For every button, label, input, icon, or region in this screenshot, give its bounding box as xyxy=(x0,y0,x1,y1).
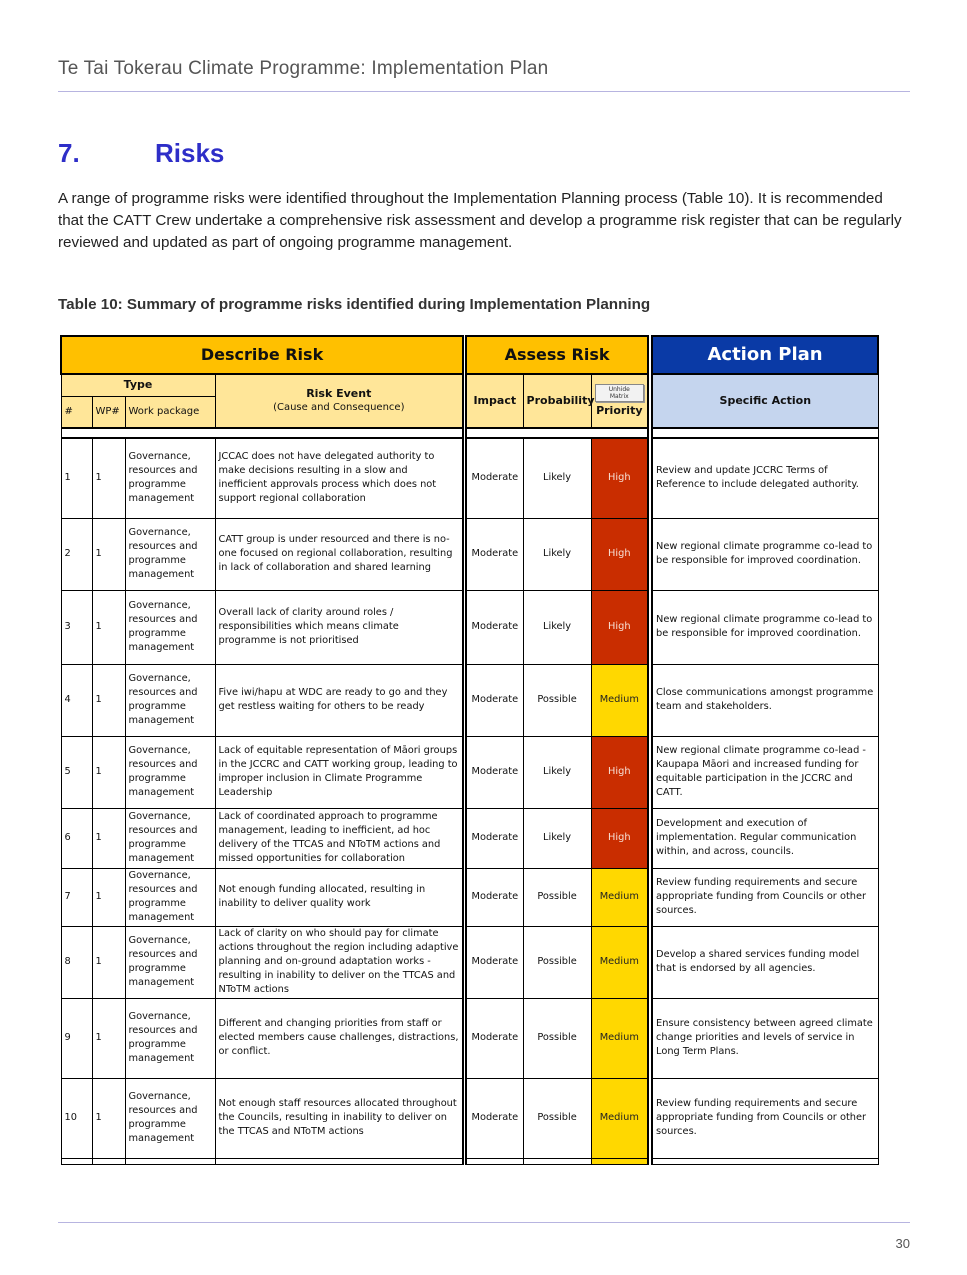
risk-number: 9 xyxy=(61,998,92,1078)
footer-divider xyxy=(58,1222,910,1223)
risk-row xyxy=(61,808,878,868)
unhide-matrix-button[interactable]: Unhide Matrix xyxy=(595,384,645,402)
risk-probability: Likely xyxy=(523,808,591,868)
risk-priority: High xyxy=(591,438,648,518)
risk-row xyxy=(61,926,878,998)
risk-probability: Possible xyxy=(523,998,591,1078)
running-header: Te Tai Tokerau Climate Programme: Implementation Plan xyxy=(58,58,549,79)
risk-event: JCCAC does not have delegated authority to make decisions resulting in a slow and inefficient approvals process which does not support regional collaboration xyxy=(215,438,463,518)
continuation-row xyxy=(61,1158,878,1164)
risk-row xyxy=(61,664,878,736)
risk-priority: Medium xyxy=(591,1078,648,1158)
risk-row xyxy=(61,1078,878,1158)
risk-number: 6 xyxy=(61,808,92,868)
risk-probability: Likely xyxy=(523,518,591,590)
risk-work-package: Governance, resources and programme management xyxy=(125,868,215,926)
risk-wp: 1 xyxy=(92,808,125,868)
risk-priority: Medium xyxy=(591,868,648,926)
risk-number: 1 xyxy=(61,438,92,518)
risk-priority: Medium xyxy=(591,926,648,998)
risk-impact: Moderate xyxy=(466,664,523,736)
page-number: 30 xyxy=(895,1236,910,1251)
risk-work-package: Governance, resources and programme management xyxy=(125,926,215,998)
risk-priority: High xyxy=(591,590,648,664)
risk-probability: Possible xyxy=(523,926,591,998)
specific-action-header: Specific Action xyxy=(652,374,878,428)
risk-row xyxy=(61,438,878,518)
risk-event: Different and changing priorities from staff or elected members cause challenges, distractions, or conflict. xyxy=(215,998,463,1078)
work-package-header: Work package xyxy=(125,396,215,428)
type-header: Type xyxy=(61,374,215,396)
risk-number: 8 xyxy=(61,926,92,998)
risk-rows xyxy=(61,438,878,1164)
priority-label: Priority xyxy=(596,404,643,417)
probability-header: Probability xyxy=(523,374,591,428)
risk-impact: Moderate xyxy=(466,868,523,926)
risk-event: Not enough staff resources allocated throughout the Councils, resulting in inability to deliver on the TTCAS and NToTM actions xyxy=(215,1078,463,1158)
risk-impact: Moderate xyxy=(466,1078,523,1158)
risk-row xyxy=(61,998,878,1078)
risk-event-label: Risk Event xyxy=(306,387,372,400)
risk-impact: Moderate xyxy=(466,808,523,868)
section-number: 7. xyxy=(58,138,80,168)
risk-table xyxy=(60,335,879,1165)
risk-number: 5 xyxy=(61,736,92,808)
impact-header: Impact xyxy=(466,374,523,428)
risk-priority: High xyxy=(591,808,648,868)
risk-priority: Medium xyxy=(591,998,648,1078)
risk-probability: Possible xyxy=(523,664,591,736)
risk-event-header xyxy=(215,374,463,428)
risk-impact: Moderate xyxy=(466,926,523,998)
risk-probability: Possible xyxy=(523,1078,591,1158)
section-heading xyxy=(58,138,224,169)
risk-priority: Medium xyxy=(591,664,648,736)
risk-wp: 1 xyxy=(92,1078,125,1158)
risk-work-package: Governance, resources and programme management xyxy=(125,590,215,664)
risk-wp: 1 xyxy=(92,926,125,998)
risk-number: 3 xyxy=(61,590,92,664)
risk-work-package: Governance, resources and programme management xyxy=(125,736,215,808)
risk-event: CATT group is under resourced and there is no-one focused on regional collaboration, resulting in lack of collaboration and shared learning xyxy=(215,518,463,590)
intro-paragraph: A range of programme risks were identified throughout the Implementation Planning process (Table 10). It is recommended that the CATT Crew undertake a comprehensive risk assessment and develop a programme risk register that can be regularly reviewed and updated as part of ongoing programme management. xyxy=(58,190,902,251)
risk-work-package: Governance, resources and programme management xyxy=(125,808,215,868)
risk-action: Close communications amongst programme team and stakeholders. xyxy=(652,664,878,736)
risk-row xyxy=(61,590,878,664)
describe-risk-band: Describe Risk xyxy=(61,336,463,374)
risk-action: New regional climate programme co-lead - Kaupapa Māori and increased funding for equitable participation in the JCCRC and CATT. xyxy=(652,736,878,808)
risk-work-package: Governance, resources and programme management xyxy=(125,518,215,590)
risk-number: 2 xyxy=(61,518,92,590)
priority-header xyxy=(591,374,648,428)
risk-action: Review funding requirements and secure appropriate funding from Councils or other sources. xyxy=(652,868,878,926)
risk-impact: Moderate xyxy=(466,736,523,808)
risk-impact: Moderate xyxy=(466,518,523,590)
risk-priority: High xyxy=(591,736,648,808)
assess-risk-band: Assess Risk xyxy=(466,336,648,374)
risk-priority: High xyxy=(591,518,648,590)
risk-probability: Likely xyxy=(523,590,591,664)
risk-wp: 1 xyxy=(92,590,125,664)
risk-row xyxy=(61,518,878,590)
risk-work-package: Governance, resources and programme management xyxy=(125,1078,215,1158)
table-caption: Table 10: Summary of programme risks identified during Implementation Planning xyxy=(58,296,651,313)
risk-number: 4 xyxy=(61,664,92,736)
risk-wp: 1 xyxy=(92,438,125,518)
risk-probability: Possible xyxy=(523,868,591,926)
risk-work-package: Governance, resources and programme management xyxy=(125,998,215,1078)
header-divider xyxy=(58,91,910,92)
risk-work-package: Governance, resources and programme management xyxy=(125,438,215,518)
risk-impact: Moderate xyxy=(466,998,523,1078)
risk-wp: 1 xyxy=(92,664,125,736)
action-plan-band: Action Plan xyxy=(652,336,878,374)
risk-number: 10 xyxy=(61,1078,92,1158)
risk-action: New regional climate programme co-lead to be responsible for improved coordination. xyxy=(652,518,878,590)
num-header: # xyxy=(61,396,92,428)
risk-number: 7 xyxy=(61,868,92,926)
risk-work-package: Governance, resources and programme management xyxy=(125,664,215,736)
risk-event: Lack of coordinated approach to programme management, leading to inefficient, ad hoc delivery of the TTCAS and NToTM actions and missed opportunities for collaboration xyxy=(215,808,463,868)
risk-event: Not enough funding allocated, resulting in inability to deliver quality work xyxy=(215,868,463,926)
risk-row xyxy=(61,736,878,808)
risk-action: New regional climate programme co-lead to be responsible for improved coordination. xyxy=(652,590,878,664)
risk-wp: 1 xyxy=(92,868,125,926)
risk-probability: Likely xyxy=(523,438,591,518)
risk-event: Five iwi/hapu at WDC are ready to go and they get restless waiting for others to be ready xyxy=(215,664,463,736)
risk-wp: 1 xyxy=(92,998,125,1078)
risk-impact: Moderate xyxy=(466,590,523,664)
risk-wp: 1 xyxy=(92,518,125,590)
risk-wp: 1 xyxy=(92,736,125,808)
risk-action: Ensure consistency between agreed climate change priorities and levels of service in Long Term Plans. xyxy=(652,998,878,1078)
section-title: Risks xyxy=(155,138,225,168)
header-spacer xyxy=(61,428,878,438)
risk-probability: Likely xyxy=(523,736,591,808)
risk-action: Review funding requirements and secure appropriate funding from Councils or other sources. xyxy=(652,1078,878,1158)
risk-event: Lack of equitable representation of Māori groups in the JCCRC and CATT working group, leading to improper inclusion in Climate Programme Leadership xyxy=(215,736,463,808)
risk-action: Development and execution of implementation. Regular communication within, and across, councils. xyxy=(652,808,878,868)
risk-action: Develop a shared services funding model that is endorsed by all agencies. xyxy=(652,926,878,998)
risk-event: Lack of clarity on who should pay for climate actions throughout the region including adaptive planning and on-ground adaptation works - resulting in inability to deliver on the TTCAS and NToTM actions xyxy=(215,926,463,998)
risk-event-sublabel: (Cause and Consequence) xyxy=(273,402,405,413)
risk-action: Review and update JCCRC Terms of Reference to include delegated authority. xyxy=(652,438,878,518)
wp-header: WP# xyxy=(92,396,125,428)
risk-impact: Moderate xyxy=(466,438,523,518)
risk-row xyxy=(61,868,878,926)
risk-event: Overall lack of clarity around roles / responsibilities which means climate programme is not prioritised xyxy=(215,590,463,664)
